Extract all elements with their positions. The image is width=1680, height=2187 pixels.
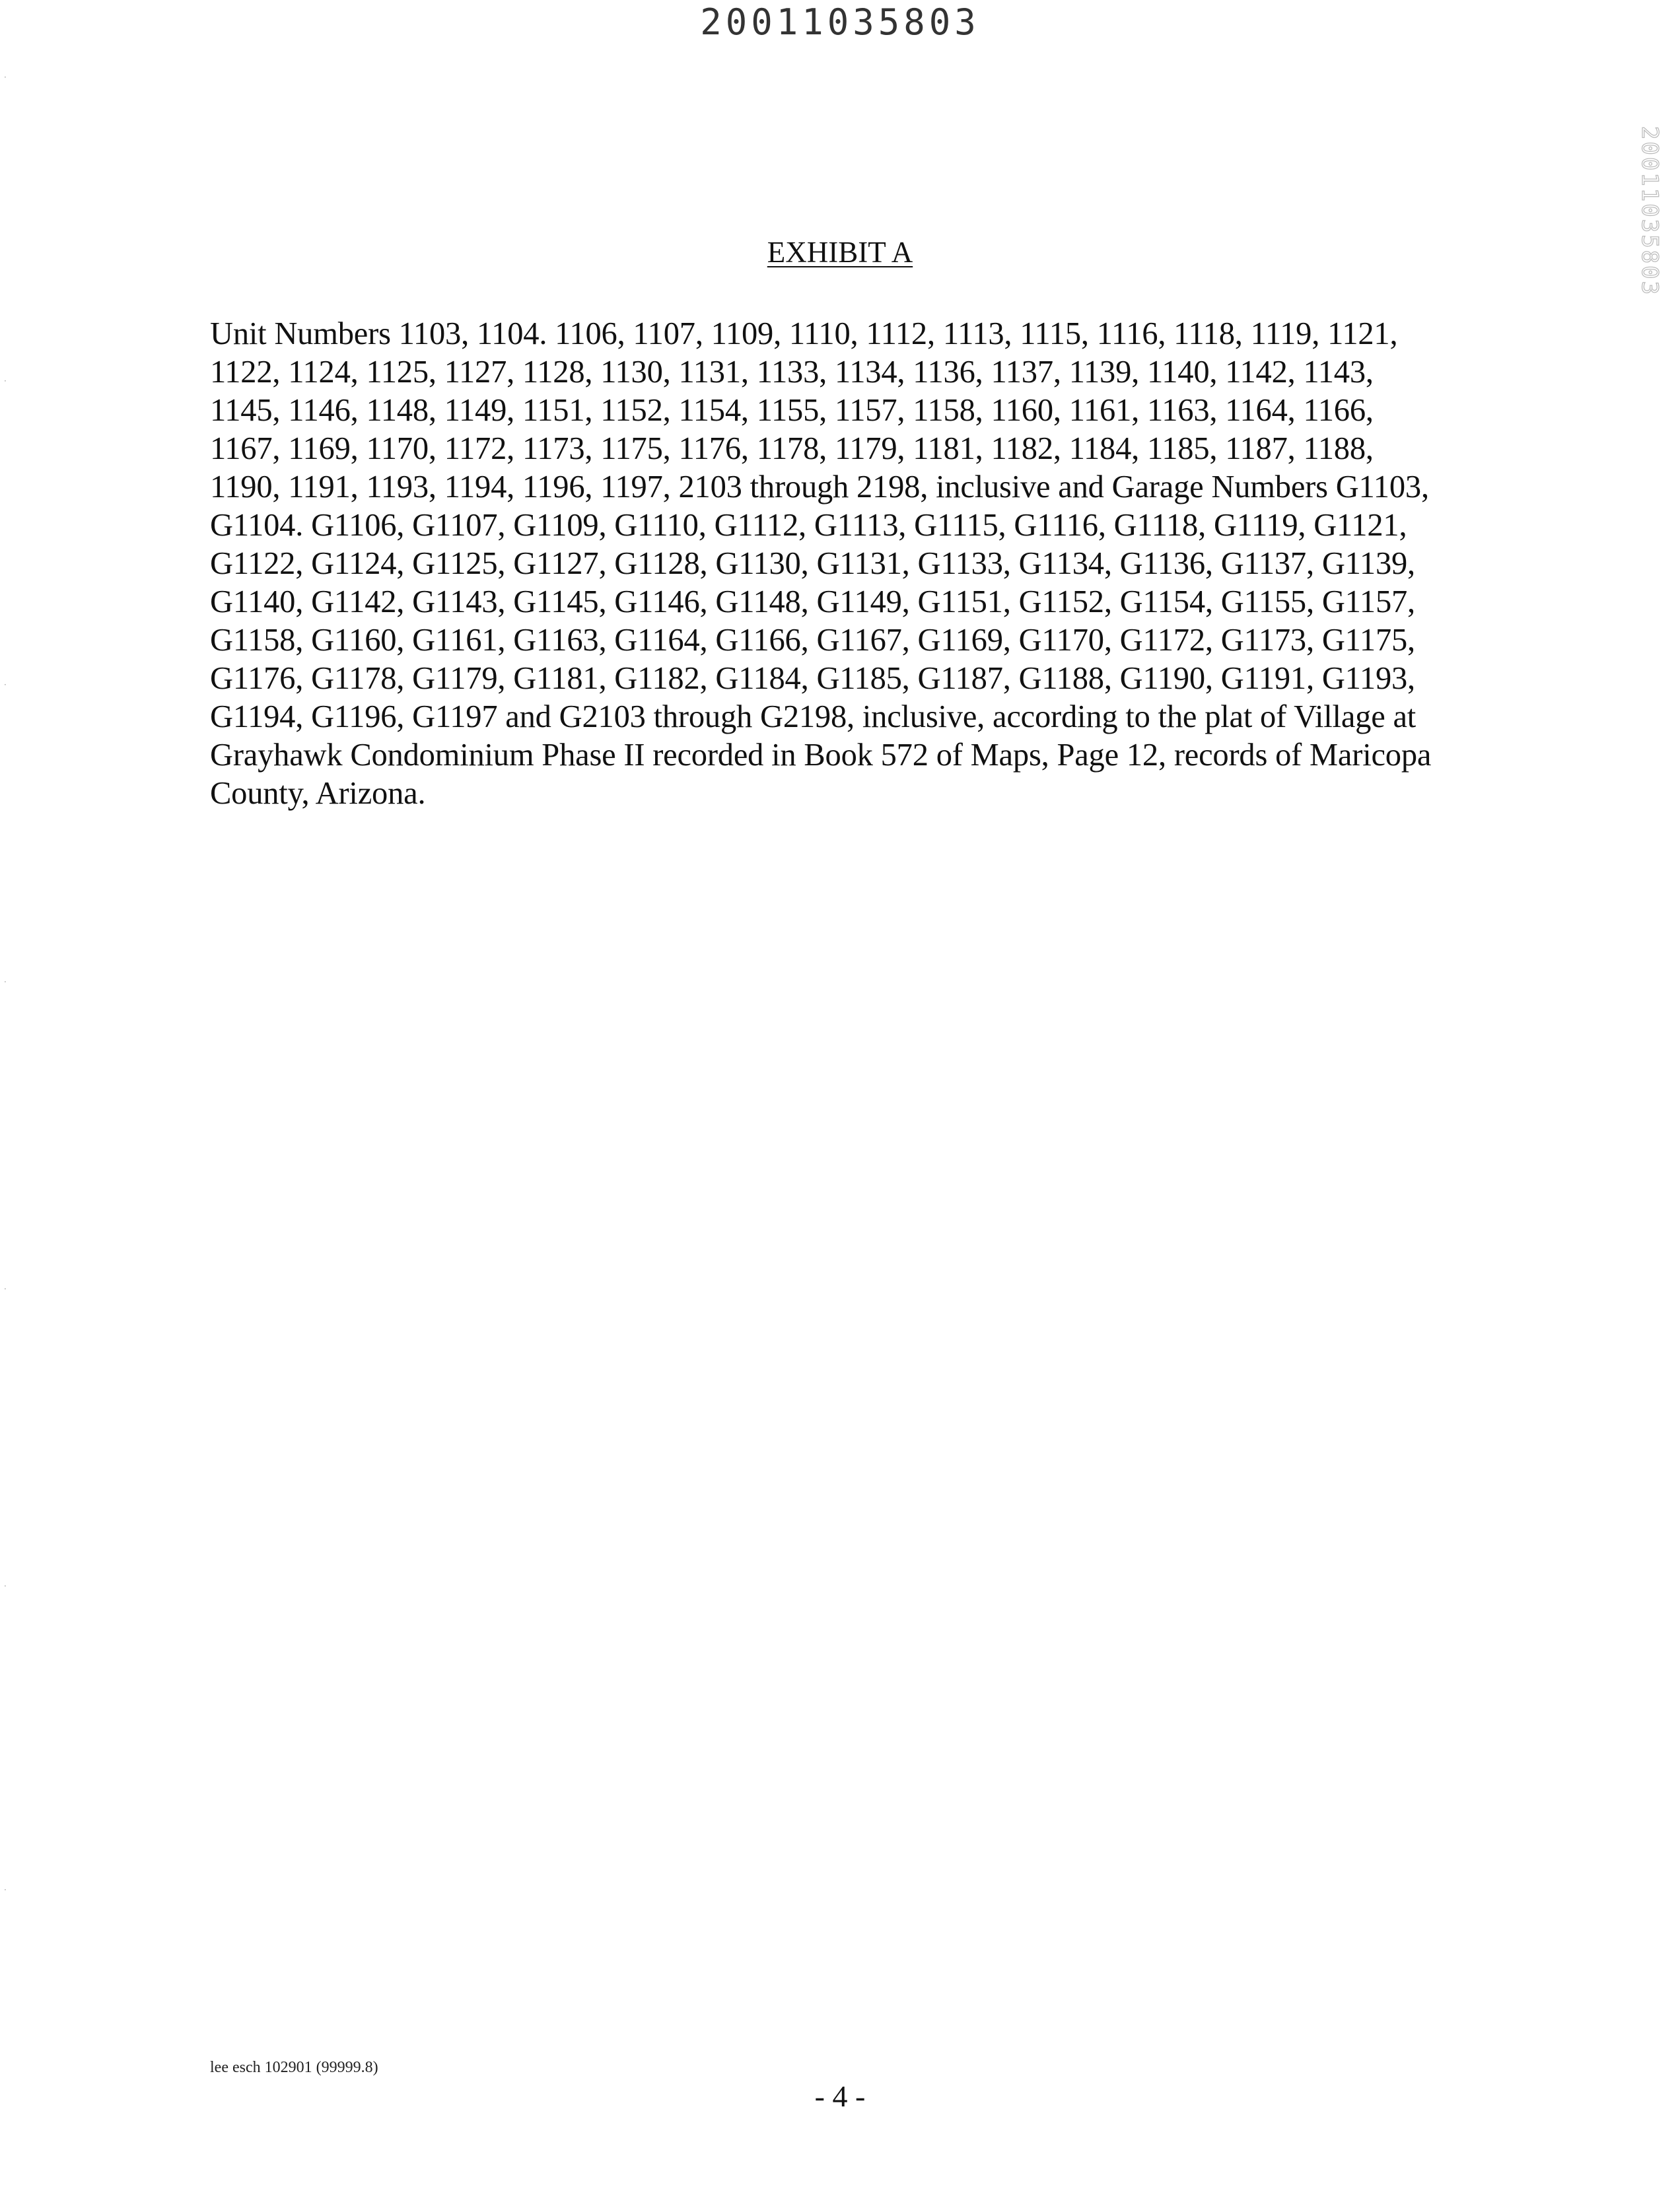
legal-description-line: 1145, 1146, 1148, 1149, 1151, 1152, 1154, 1155, 1157, 1158, 1160, 1161, 1163, 1164, 1166, (210, 393, 1374, 428)
stamp-text: 20011035803 (1636, 125, 1663, 297)
scan-margin-mark: · (4, 680, 7, 689)
legal-description-line: County, Arizona. (210, 776, 426, 811)
legal-description-line: G1104. G1106, G1107, G1109, G1110, G1112, G1113, G1115, G1116, G1118, G1119, G1121, (210, 508, 1407, 543)
legal-description-line: Grayhawk Condominium Phase II recorded in Book 572 of Maps, Page 12, records of Maricopa (210, 738, 1432, 773)
scan-margin-mark: · (4, 977, 7, 987)
legal-description-line: G1158, G1160, G1161, G1163, G1164, G1166, G1167, G1169, G1170, G1172, G1173, G1175, (210, 623, 1415, 658)
page-number: - 4 - (814, 2079, 866, 2113)
legal-description-line: G1122, G1124, G1125, G1127, G1128, G1130, G1131, G1133, G1134, G1136, G1137, G1139, (210, 546, 1415, 581)
legal-description-line: 1122, 1124, 1125, 1127, 1128, 1130, 1131, 1133, 1134, 1136, 1137, 1139, 1140, 1142, 1143, (210, 355, 1374, 390)
legal-description-line: G1194, G1196, G1197 and G2103 through G2198, inclusive, according to the plat of Village at (210, 699, 1417, 734)
legal-description-line: Unit Numbers 1103, 1104. 1106, 1107, 1109, 1110, 1112, 1113, 1115, 1116, 1118, 1119, 1121, (210, 316, 1398, 351)
legal-description-line: 1167, 1169, 1170, 1172, 1173, 1175, 1176, 1178, 1179, 1181, 1182, 1184, 1185, 1187, 1188, (210, 431, 1374, 466)
scan-margin-mark: · (4, 376, 7, 386)
scan-margin-mark: · (4, 1284, 7, 1294)
legal-description (210, 315, 1514, 813)
stamp-graphic (1619, 99, 1665, 324)
footer-reference: lee esch 102901 (99999.8) (210, 2059, 378, 2076)
recording-number: 20011035803 (700, 1, 980, 43)
vertical-recording-stamp (1619, 99, 1665, 324)
scan-margin-mark: · (4, 1581, 7, 1591)
legal-description-line: G1140, G1142, G1143, G1145, G1146, G1148, G1149, G1151, G1152, G1154, G1155, G1157, (210, 584, 1415, 619)
legal-description-line: 1190, 1191, 1193, 1194, 1196, 1197, 2103 through 2198, inclusive and Garage Numbers G1103, (210, 469, 1429, 504)
scan-margin-mark: · (4, 73, 7, 82)
exhibit-title: EXHIBIT A (767, 236, 913, 269)
scan-margin-mark: · (4, 1885, 7, 1894)
legal-description-line: G1176, G1178, G1179, G1181, G1182, G1184, G1185, G1187, G1188, G1190, G1191, G1193, (210, 661, 1415, 696)
